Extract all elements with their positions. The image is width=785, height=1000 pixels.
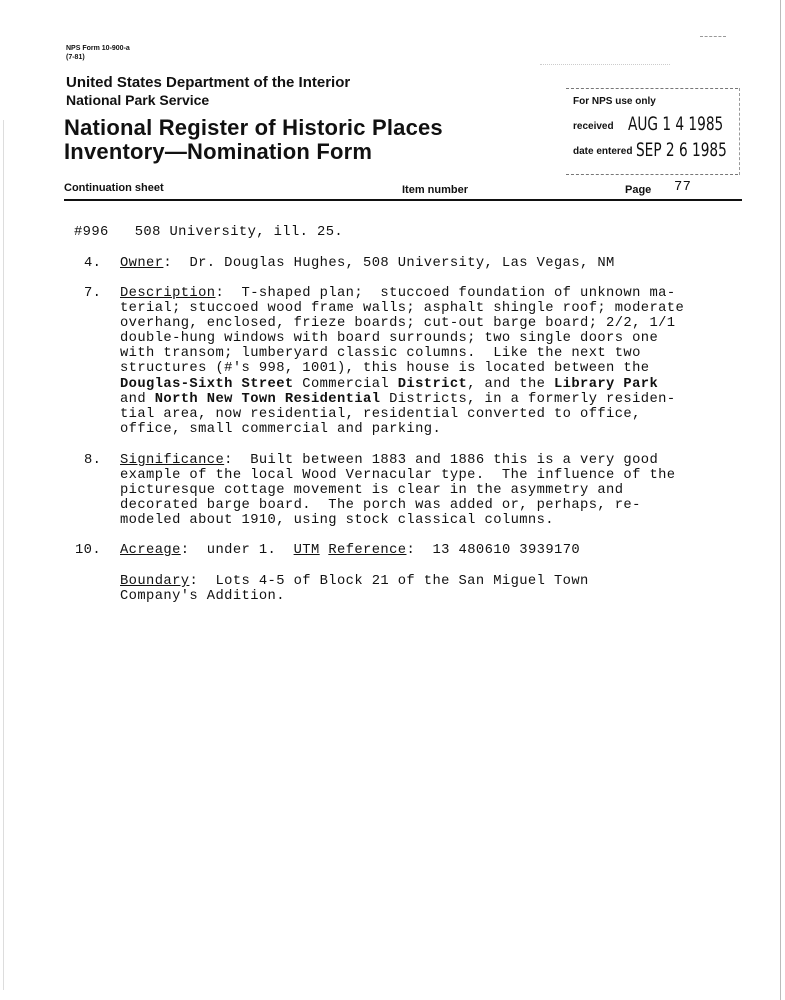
significance-line-4: decorated barge board. The porch was added or, perhaps, re- [120, 498, 641, 513]
owner-line [120, 256, 615, 271]
description-line-8 [120, 392, 676, 407]
description-text-8a: and [120, 392, 155, 407]
owner-text: : Dr. Douglas Hughes, 508 University, Las Vegas, NM [163, 256, 615, 271]
description-line-7 [120, 377, 658, 392]
department-name: United States Department of the Interior [66, 74, 351, 91]
faint-stamp-mark [540, 48, 670, 65]
form-date: (7-81) [66, 54, 85, 61]
description-line-6: structures (#'s 998, 1001), this house is located between the [120, 361, 650, 376]
boundary-line-2: Company's Addition. [120, 589, 285, 604]
significance-heading: Significance [120, 453, 225, 468]
description-text-7b: Commercial [293, 377, 398, 392]
description-text-1: : T-shaped plan; stuccoed foundation of unknown ma- [215, 286, 676, 301]
description-line-5: with transom; lumberyard classic columns. Like the next two [120, 346, 641, 361]
description-line-4: double-hung windows with board surrounds; two single doors one [120, 331, 659, 346]
scan-edge-left [3, 120, 4, 990]
form-title-line2: Inventory—Nomination Form [64, 139, 373, 164]
description-line-10: office, small commercial and parking. [120, 422, 442, 437]
district-name-douglas: Douglas-Sixth Street [120, 377, 294, 392]
description-line-1 [120, 286, 676, 301]
date-entered-label: date entered [573, 146, 633, 157]
owner-heading: Owner [120, 256, 164, 271]
description-line-9: tial area, now residential, residential converted to office, [120, 407, 641, 422]
significance-line-1 [120, 453, 658, 468]
significance-line-2: example of the local Wood Vernacular type. The influence of the [120, 468, 676, 483]
page-number: 77 [674, 180, 692, 195]
form-title-line1: National Register of Historic Places [64, 115, 443, 140]
significance-line-3: picturesque cottage movement is clear in the asymmetry and [120, 483, 624, 498]
description-heading: Description [120, 286, 216, 301]
page-label: Page [625, 184, 652, 196]
received-label: received [573, 121, 614, 132]
description-line-3: overhang, enclosed, frieze boards; cut-out barge board; 2/2, 1/1 [120, 316, 676, 331]
received-date-stamp: AUG 1 4 1985 [628, 113, 724, 135]
district-word: District [397, 377, 468, 392]
form-number: NPS Form 10-900-a [66, 45, 130, 52]
entered-date-stamp: SEP 2 6 1985 [636, 139, 727, 161]
item-number-label: Item number [402, 184, 469, 196]
reference-heading: Reference [328, 543, 407, 558]
property-id-line: #996 508 University, ill. 25. [74, 225, 344, 240]
acreage-number: 10. [75, 543, 102, 558]
service-name: National Park Service [66, 92, 210, 108]
district-name-north-new-town: North New Town Residential [154, 392, 381, 407]
corner-mark [700, 30, 726, 37]
utm-reference-value: : 13 480610 3939170 [406, 543, 581, 558]
boundary-text-1: : Lots 4-5 of Block 21 of the San Miguel Town [189, 574, 589, 589]
nps-box-heading: For NPS use only [573, 96, 656, 107]
significance-number: 8. [84, 453, 102, 468]
boundary-line-1 [120, 574, 589, 589]
continuation-sheet-label: Continuation sheet [64, 182, 164, 194]
utm-heading: UTM [293, 543, 320, 558]
description-text-8c: Districts, in a formerly residen- [380, 392, 676, 407]
description-text-7d: , and the [467, 377, 554, 392]
boundary-heading: Boundary [120, 574, 190, 589]
acreage-heading: Acreage [120, 543, 181, 558]
district-name-library-park: Library Park [553, 377, 659, 392]
significance-text-1: : Built between 1883 and 1886 this is a very good [224, 453, 659, 468]
significance-line-5: modeled about 1910, using stock classical columns. [120, 513, 554, 528]
header-rule [64, 199, 742, 201]
acreage-value: : under 1. [180, 543, 294, 558]
description-line-2: terial; stuccoed wood frame walls; asphalt shingle roof; moderate [120, 301, 685, 316]
description-number: 7. [84, 286, 102, 301]
owner-number: 4. [84, 256, 102, 271]
acreage-line [120, 543, 580, 558]
scan-edge-right [780, 0, 781, 1000]
